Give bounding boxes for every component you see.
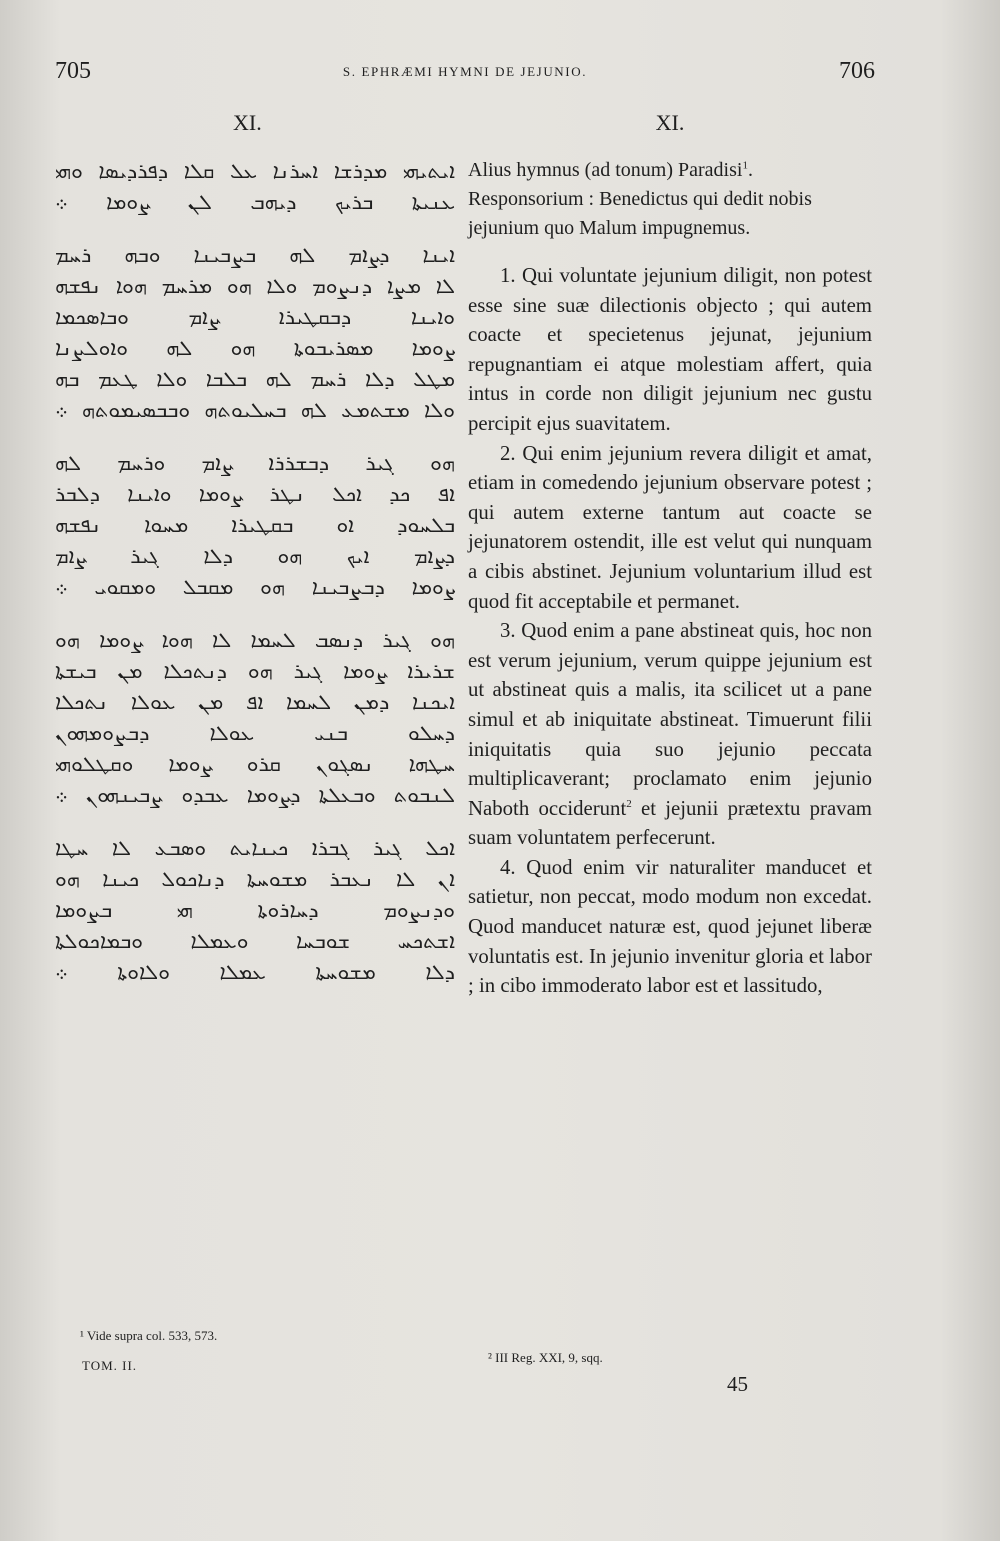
syriac-line: ܐܫܬܟܚ ܫܘܒܚܐ ܘܥܡܠܐ ܘܒܡܐܟܘܠܬܐ (55, 929, 455, 953)
syriac-stanza (55, 240, 455, 426)
syriac-line: ܠܢܒܘܬ ܘܒܥܠܬܐ ܕܨܘܡܐ ܥܒܕܘ ܨܒܝܢܗܘܢ ܀ (55, 783, 455, 807)
intro-responsorium: Responsorium : Benedictus qui dedit nobis jejunium quo Malum impugnemus. (468, 188, 812, 239)
paragraph-3-text: 3. Quod enim a pane abstineat quis, hoc non est verum jejunium, verum quippe jejunium est ut abstineat quis a malis, ita scilicet ut a pane simul et ab iniquitate abstineat. Timuerunt filii iniquitatis quia suo jejunio peccata multiplicaverant; proclamato enim jejunio Naboth occiderunt (468, 619, 872, 820)
syriac-text (55, 156, 455, 988)
latin-hymn-number: XI. (655, 110, 685, 135)
syriac-line: ܐܟܠ ܓܝܪ ܓܒܪܐ ܟܝܢܐܝܬ ܘܣܒܥ ܠܐ ܚܛܐ (55, 836, 455, 860)
syriac-line: ܗܘ ܓܝܪ ܕܢܣܒ ܠܚܡܐ ܠܐ ܗܘܐ ܨܘܡܐ ܗܘ (55, 628, 455, 652)
latin-column (468, 110, 872, 1001)
syriac-line: ܗܘ ܓܝܪ ܕܒܫܪܪܐ ܨܐܡ ܘܪܚܡ ܠܗ (55, 451, 455, 475)
paragraph-2: 2. Qui enim jejunium revera diligit et amat, etiam in comedendo jejunium observare potest ; qui autem externe tantum aut coacte se jejunatorem ostendit, ille est velut qui nunquam a cibis abstinet. Jejunium voluntarium illud est quod fit acceptabile et permanet. (468, 441, 872, 613)
syriac-line: ܡܛܠ ܕܠܐ ܪܚܡ ܠܗ ܒܠܒܐ ܘܠܐ ܛܥܡ ܒܗ (55, 367, 455, 391)
syriac-line: ܕܚܠܘ ܒܢܝ ܥܘܠܐ ܕܒܨܘܡܗܘܢ (55, 721, 455, 745)
footnote-right: ² III Reg. XXI, 9, sqq. (488, 1350, 603, 1365)
volume-label: TOM. II. (82, 1358, 138, 1373)
latin-translation (468, 261, 872, 1001)
syriac-line: ܥܢܝܬܐ ܒܪܝܟ ܕܝܗܒ ܠܢ ܨܘܡܐ ܀ (55, 190, 455, 214)
syriac-line: ܠܐ ܡܨܐ ܕܢܨܘܡ ܘܠܐ ܗܘ ܡܪܚܡ ܗܘܐ ܢܦܫܗ (55, 274, 455, 298)
syriac-line: ܐܦ ܟܕ ܐܟܠ ܢܛܪ ܨܘܡܐ ܘܐܝܢܐ ܕܠܒܪ (55, 482, 455, 506)
paragraph-3-tail: et jejunii prætextu pravam suam voluntatem perfecerunt. (468, 796, 872, 850)
syriac-line: ܐܝܢܐ ܕܨܐܡ ܠܗ ܒܨܒܝܢܐ ܘܒܗ ܪܚܡ (55, 243, 455, 267)
paragraph-1: 1. Qui voluntate jejunium diligit, non potest esse sine suæ dilectionis objecto ; qui autem coacte et specietenus jejunat, jejunium repugnantiam ei atque molestiam affert, quia intus in corde non diligit jejunium nec gustu percipit ejus suavitatem. (468, 264, 872, 435)
syriac-column (55, 110, 455, 1010)
hymn-intro (468, 156, 872, 243)
syriac-line: ܚܛܗܐ ܢܣܓܘܢ ܩܪܘ ܨܘܡܐ ܘܩܛܠܘܗܝ (55, 752, 455, 776)
intro-title-period: . (747, 159, 753, 181)
left-page-number: 705 (55, 58, 91, 84)
paragraph-3 (468, 616, 872, 853)
syriac-line: ܒܠܚܘܕ ܐܘ ܒܩܛܝܪܐ ܡܚܘܐ ܢܦܫܗ (55, 513, 455, 537)
syriac-line: ܘܠܐ ܡܫܬܡܥ ܠܗ ܒܚܠܝܘܬܗ ܘܒܒܣܝܡܘܬܗ ܀ (55, 398, 455, 422)
syriac-line: ܕܠܐ ܡܫܘܚܬܐ ܥܡܠܐ ܘܠܐܘܬܐ ܀ (55, 960, 455, 984)
syriac-stanza (55, 156, 455, 218)
syriac-line: ܨܘܡܐ ܕܒܨܒܝܢܐ ܗܘ ܡܩܒܠ ܘܡܩܘܝ ܀ (55, 575, 455, 599)
syriac-line: ܨܘܡܐ ܡܣܪܝܒܘܬܐ ܗܘ ܠܗ ܘܐܘܠܨܢܐ (55, 336, 455, 360)
syriac-line: ܐܝܬܝܗܝ ܡܕܪܫܐ ܐܚܪܢܐ ܥܠ ܩܠܐ ܕܦܪܕܝܣܐ ܘܗܝ (55, 159, 455, 183)
syriac-stanza (55, 833, 455, 988)
footnote-left: ¹ Vide supra col. 533, 573. (80, 1328, 218, 1343)
running-head (55, 58, 875, 88)
running-title: S. EPHRÆMI HYMNI DE JEJUNIO. (342, 64, 588, 79)
syriac-line: ܘܐܝܢܐ ܕܒܩܛܝܪܐ ܨܐܡ ܘܒܐܣܟܡܐ (55, 305, 455, 329)
syriac-line: ܕܨܐܡ ܐܝܟ ܗܘ ܕܠܐ ܓܝܪ ܨܐܡ (55, 544, 455, 568)
syriac-stanza (55, 448, 455, 603)
syriac-line: ܫܪܝܪܐ ܨܘܡܐ ܓܝܪ ܗܘ ܕܢܬܟܠܐ ܡܢ ܒܝܫܬܐ (55, 659, 455, 683)
syriac-line: ܘܕܢܨܘܡ ܕܚܐܪܘܬܐ ܗܝ ܒܨܘܡܐ (55, 898, 455, 922)
syriac-line: ܐܝܟܢܐ ܕܡܢ ܠܚܡܐ ܐܦ ܡܢ ܥܘܠܐ ܢܬܟܠܐ (55, 690, 455, 714)
syriac-line: ܐܢ ܠܐ ܢܥܒܪ ܡܫܘܚܬܐ ܕܢܐܟܘܠ ܟܝܢܐ ܗܘ (55, 867, 455, 891)
signature-number: 45 (727, 1372, 748, 1396)
footnote-marker: 1 (742, 159, 748, 172)
syriac-stanza (55, 625, 455, 811)
footnote-marker: 2 (626, 797, 632, 810)
syriac-hymn-number: XI. (233, 110, 262, 135)
paragraph-4: 4. Quod enim vir naturaliter manducet et satietur, non peccat, modo modum non excedat. Quod manducet naturæ est, quod jejunet liberæ voluntatis est. In jejunio invenitur gloria et labor ; in cibo immoderato labor est et lassitudo, (468, 855, 872, 998)
intro-title: Alius hymnus (ad tonum) Paradisi (468, 159, 743, 181)
right-page-number: 706 (839, 58, 875, 84)
